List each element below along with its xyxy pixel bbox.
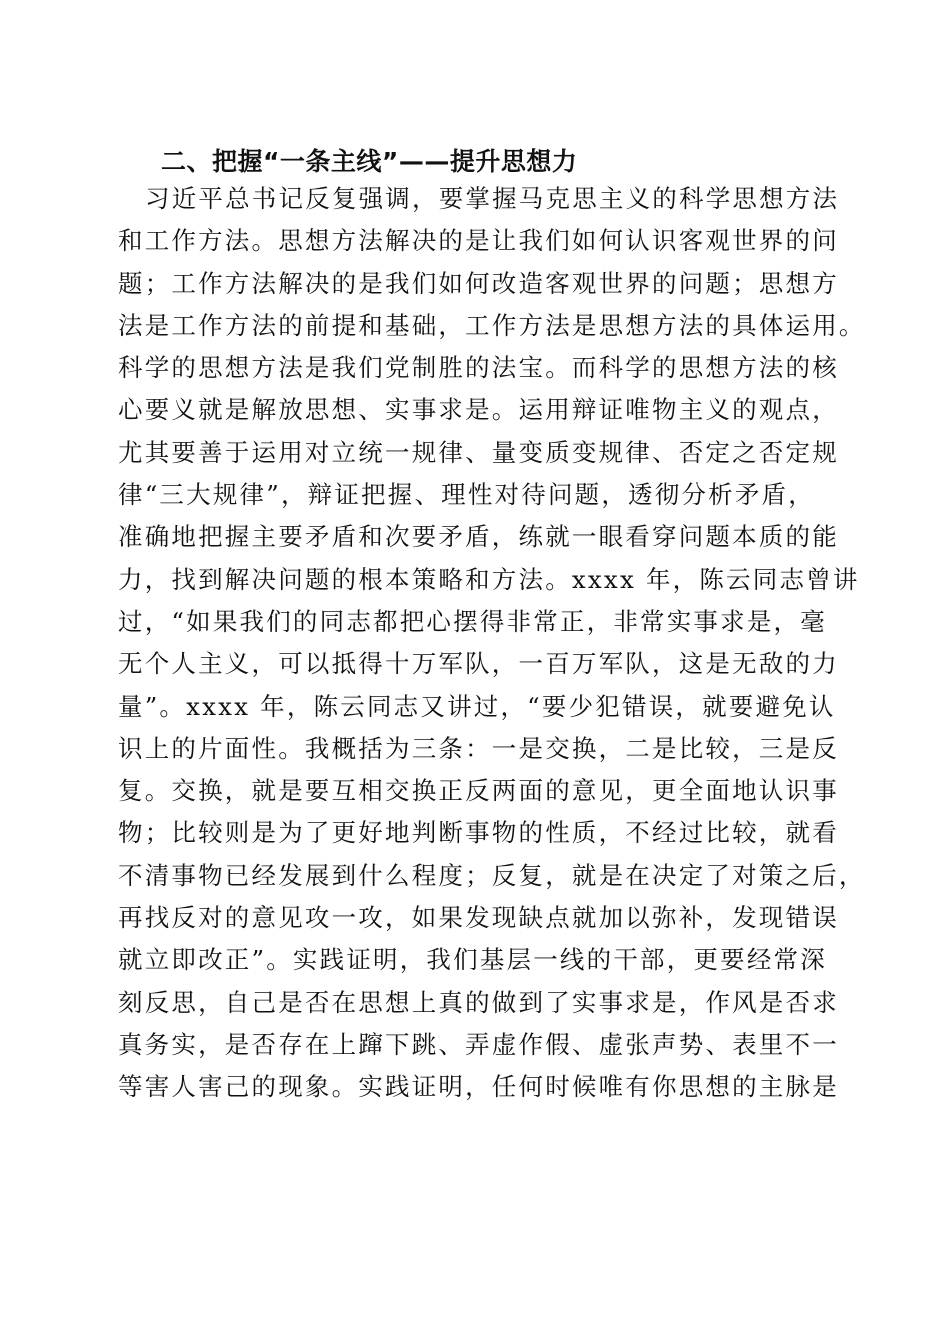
body-paragraph: [118, 178, 866, 1109]
paragraph-line: 科学的思想方法是我们党制胜的法宝。而科学的思想方法的核: [118, 353, 839, 383]
paragraph-line: 无个人主义，可以抵得十万军队，一百万军队，这是无敌的力: [118, 649, 839, 679]
paragraph-line: 量”。xxxx 年，陈云同志又讲过，“要少犯错误，就要避免认: [118, 691, 836, 721]
paragraph-line: 物；比较则是为了更好地判断事物的性质，不经过比较，就看: [118, 818, 839, 848]
paragraph-line: 复。交换，就是要互相交换正反两面的意见，更全面地认识事: [118, 776, 839, 806]
paragraph-line: 和工作方法。思想方法解决的是让我们如何认识客观世界的问: [118, 226, 839, 256]
paragraph-line: 习近平总书记反复强调，要掌握马克思主义的科学思想方法: [145, 184, 840, 213]
paragraph-line: 不清事物已经发展到什么程度；反复，就是在决定了对策之后，: [118, 860, 866, 890]
paragraph-line: 再找反对的意见攻一攻，如果发现缺点就加以弥补，发现错误: [118, 903, 839, 933]
paragraph-line: 力，找到解决问题的根本策略和方法。xxxx 年，陈云同志曾讲: [118, 564, 860, 594]
paragraph-line: 识上的片面性。我概括为三条：一是交换，二是比较，三是反: [118, 733, 839, 763]
paragraph-line: 题；工作方法解决的是我们如何改造客观世界的问题；思想方: [118, 268, 839, 298]
paragraph-line: 律“三大规律”，辩证把握、理性对待问题，透彻分析矛盾，: [118, 480, 815, 510]
paragraph-line: 过，“如果我们的同志都把心摆得非常正，非常实事求是，毫: [118, 606, 827, 636]
paragraph-line: 法是工作方法的前提和基础，工作方法是思想方法的具体运用。: [118, 310, 866, 340]
paragraph-line: 刻反思，自己是否在思想上真的做到了实事求是，作风是否求: [118, 987, 839, 1017]
paragraph-line: 尤其要善于运用对立统一规律、量变质变规律、否定之否定规: [118, 437, 839, 467]
paragraph-line: 准确地把握主要矛盾和次要矛盾，练就一眼看穿问题本质的能: [118, 522, 839, 552]
paragraph-line: 就立即改正”。实践证明，我们基层一线的干部，更要经常深: [118, 945, 827, 975]
paragraph-line: 真务实，是否存在上蹿下跳、弄虚作假、虚张声势、表里不一: [118, 1029, 839, 1059]
paragraph-line: 等害人害己的现象。实践证明，任何时候唯有你思想的主脉是: [118, 1072, 839, 1102]
section-heading: 二、把握“一条主线”——提升思想力: [161, 147, 578, 176]
paragraph-line: 心要义就是解放思想、实事求是。运用辩证唯物主义的观点，: [118, 395, 839, 425]
